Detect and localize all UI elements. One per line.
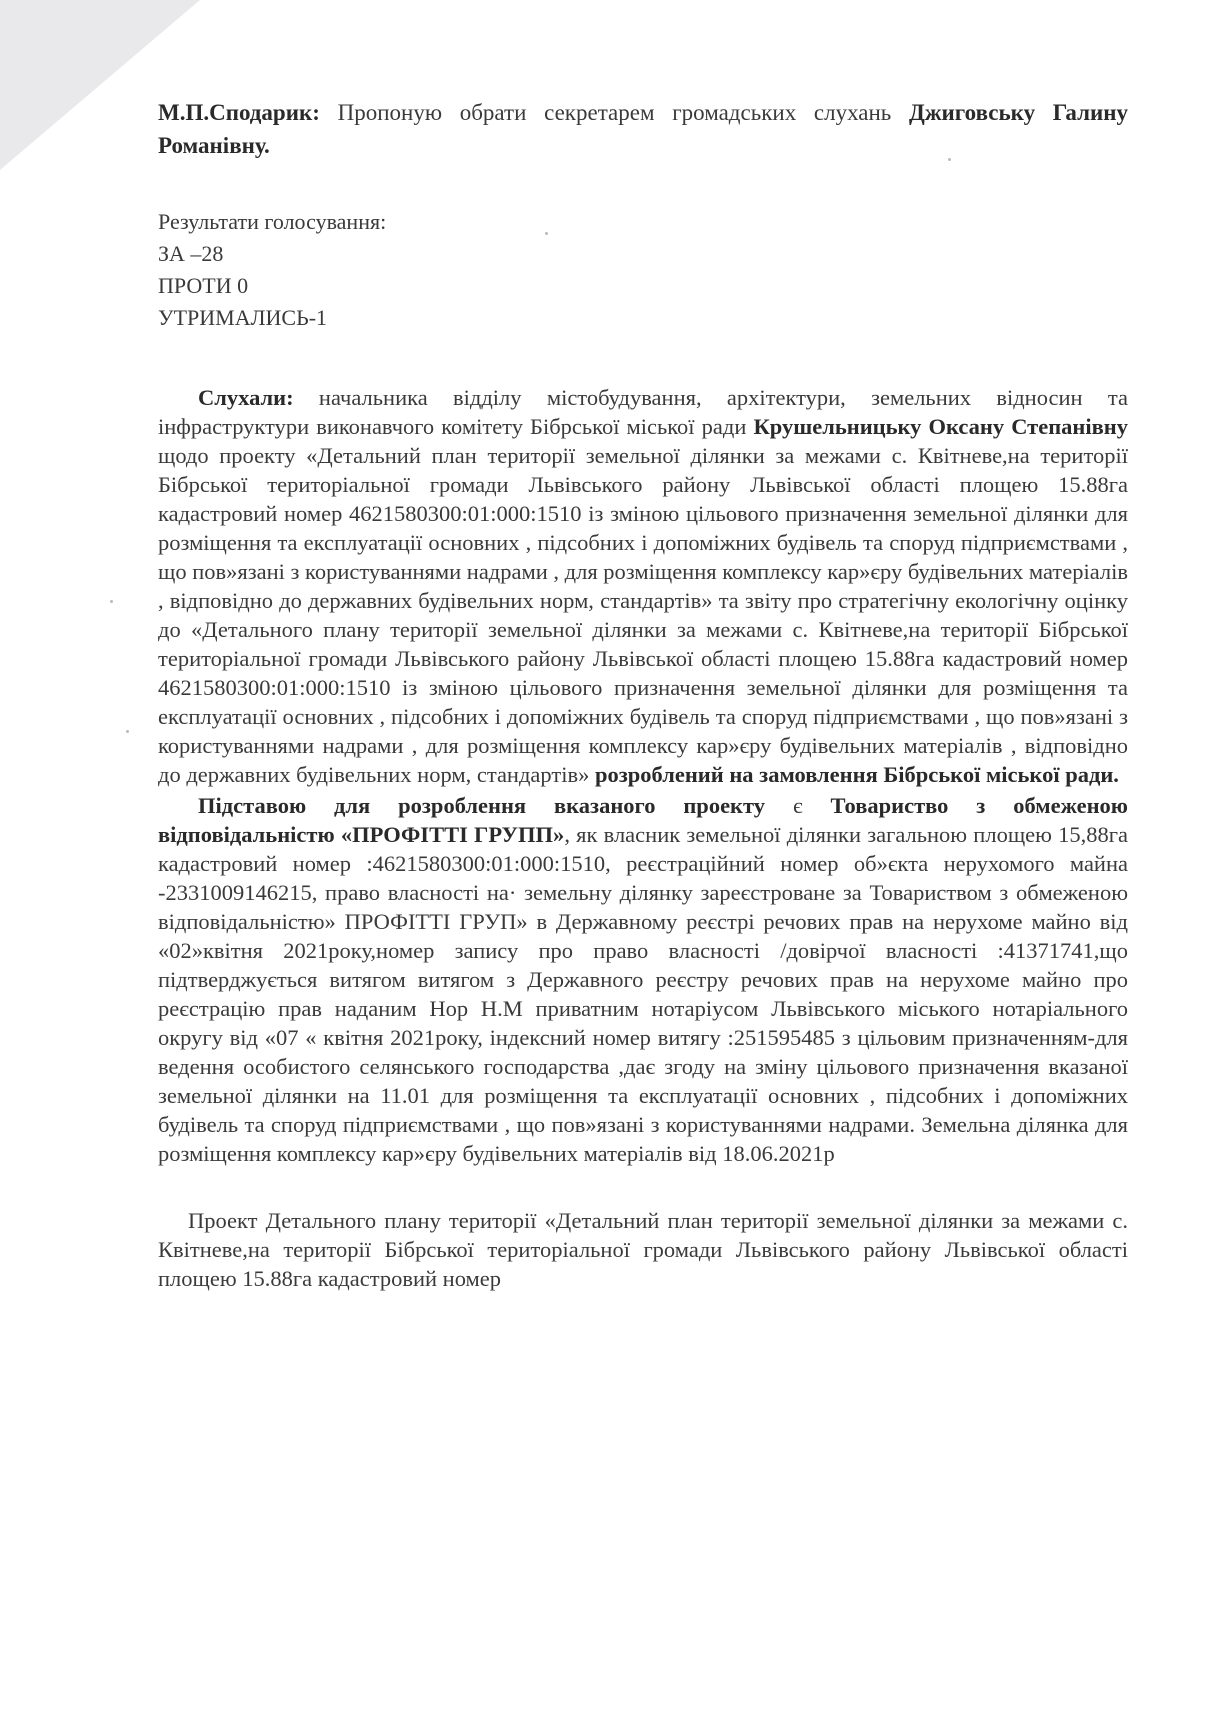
listened-label: Слухали: [198, 385, 294, 410]
scan-speck [126, 730, 129, 733]
project-paragraph: Проект Детального плану території «Детальний план території земельної ділянки за межами с. Квітневе,на території Бібрської територіальної громади Львівського району Львівської області площею 15.88га кадастровий номер [158, 1208, 1128, 1291]
listened-paragraph [158, 383, 1128, 789]
voting-results [158, 206, 1128, 334]
listened-text-cont: щодо проекту «Детальний план території земельної ділянки за межами с. Квітневе,на території Бібрської територіальної громади Львівського району Львівської області площею 15.88га кадастровий номер 4621580300:01:000:1510 із зміною цільового призначення земельної ділянки для розміщення та експлуатації основних , підсобних і допоміжних будівель та споруд підприємствами , що пов»язані з користуваннями надрами , для розміщення комплексу кар»єру будівельних матеріалів , відповідно до державних будівельних норм, стандартів» та звіту про стратегічну екологічну оцінку до «Детального плану території земельної ділянки за межами с. Квітневе,на території Бібрської територіальної громади Львівського району Львівської області площею 15.88га кадастровий номер 4621580300:01:000:1510 із зміною цільового призначення земельної ділянки для розміщення та експлуатації основних , підсобних і допоміжних будівель та споруд підприємствами , що пов»язані з користуваннями надрами , для розміщення комплексу кар»єру будівельних матеріалів , відповідно до державних будівельних норм, стандартів» [158, 443, 1128, 787]
bleed-through-text [520, 1500, 750, 1660]
grounds-paragraph [158, 791, 1128, 1168]
nominee-name: Джиговську Галину Романівну. [158, 100, 1129, 158]
speaker-person: Крушельницьку Оксану Степанівну [753, 414, 1128, 439]
company-name: Товариство з обмеженою відповідальністю «ПРОФІТТІ ГРУПП» [158, 793, 1128, 847]
votes-against: ПРОТИ 0 [158, 273, 249, 298]
grounds-lead: Підставою для розроблення вказаного проекту [198, 793, 766, 818]
proposal-text: Пропоную обрати секретарем громадських слухань [319, 100, 910, 125]
listened-ending: розроблений на замовлення Бібрської міської ради. [594, 762, 1119, 787]
voting-heading: Результати голосування: [158, 209, 387, 234]
listened-text: начальника відділу містобудування, архітектури, земельних відносин та інфраструктури виконавчого комітету Бібрської міської ради [158, 385, 1128, 439]
votes-for: ЗА –28 [158, 241, 224, 266]
grounds-text: , як власник земельної ділянки загальною площею 15,88га кадастровий номер :4621580300:01:000:1510, реєстраційний номер об»єкта нерухомого майна -2331009146215, право власності на· земельну ділянку зареєстроване за Товариством з обмеженою відповідальністю» ПРОФІТТІ ГРУП» в Державному реєстрі речових прав на нерухоме майно від «02»квітня 2021року,номер запису про право власності /довірчої власності :41371741,що підтверджується витягом витягом з Державного реєстру речових прав на нерухоме майно про реєстрацію прав наданим Нор Н.М приватним нотаріусом Львівського міського нотаріального округу від «07 « квітня 2021року, індексний номер витягу :251595485 з цільовим призначенням-для ведення особистого селянського господарства ,дає згоду на зміну цільового призначення вказаної земельної ділянки на 11.01 для розміщення та експлуатації основних , підсобних і допоміжних будівель та споруд підприємствами , що пов»язані з користуваннями надрами. Земельна ділянка для розміщення комплексу кар»єру будівельних матеріалів від 18.06.2021р [158, 822, 1128, 1166]
secretary-proposal [158, 96, 1128, 162]
votes-abstained: УТРИМАЛИСЬ-1 [158, 305, 328, 330]
grounds-mid: є [765, 793, 831, 818]
speaker-name: М.П.Сподарик: [158, 100, 320, 125]
scan-speck [110, 600, 113, 603]
document-page [158, 96, 1128, 1293]
